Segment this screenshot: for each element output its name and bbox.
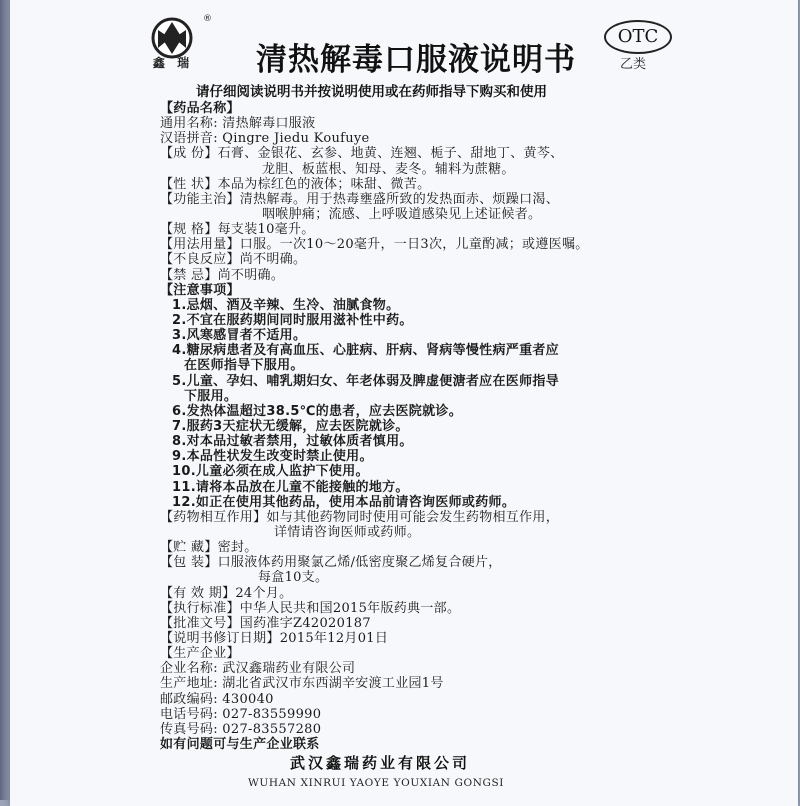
line-dosage: 【用法用量】口服。一次10～20毫升，一日3次，儿童酌减；或遵医嘱。 xyxy=(160,237,589,253)
mfr-postcode: 邮政编码: 430040 xyxy=(160,691,274,707)
document-title: 清热解毒口服液说明书 xyxy=(256,42,576,78)
line-ingredients: 【成 份】石膏、金银花、玄参、地黄、连翘、栀子、甜地丁、黄芩、 xyxy=(160,146,564,162)
brand-name: 鑫 瑞 xyxy=(152,56,194,70)
section-drug-name: 【药品名称】 xyxy=(160,101,240,116)
line-ingredients-cont: 龙胆、板蓝根、知母、麦冬。辅料为蔗糖。 xyxy=(262,161,515,177)
otc-badge: OTC xyxy=(604,20,672,54)
line-adverse: 【不良反应】尚不明确。 xyxy=(160,252,307,268)
line-specification: 【规 格】每支装10毫升。 xyxy=(160,222,315,238)
line-pinyin: 汉语拼音: Qingre Jiedu Koufuye xyxy=(160,131,370,147)
precaution-3: 3.风寒感冒者不适用。 xyxy=(172,328,307,344)
line-appearance: 【性 状】本品为棕红色的液体；味甜、微苦。 xyxy=(160,176,431,192)
line-indications: 【功能主治】清热解毒。用于热毒壅盛所致的发热面赤、烦躁口渴、 xyxy=(160,191,560,207)
line-contraindication: 【禁 忌】尚不明确。 xyxy=(160,267,285,283)
precaution-12: 12.如正在使用其他药品，使用本品前请咨询医师或药师。 xyxy=(172,494,516,510)
precaution-4: 4.糖尿病患者及有高血压、心脏病、肝病、肾病等慢性病严重者应 xyxy=(172,343,559,359)
precaution-6: 6.发热体温超过38.5℃的患者，应去医院就诊。 xyxy=(172,403,463,419)
section-manufacturer: 【生产企业】 xyxy=(160,646,240,662)
line-common-name: 通用名称: 清热解毒口服液 xyxy=(160,116,316,132)
line-storage: 【贮 藏】密封。 xyxy=(160,540,258,556)
mfr-address: 生产地址: 湖北省武汉市东西湖辛安渡工业园1号 xyxy=(160,676,444,692)
registered-mark: ® xyxy=(203,14,212,24)
footer-company-en: WUHAN XINRUI YAOYE YOUXIAN GONGSI xyxy=(248,777,505,789)
line-validity: 【有 效 期】24个月。 xyxy=(160,585,293,601)
mfr-fax: 传真号码: 027-83557280 xyxy=(160,721,322,737)
precaution-7: 7.服药3天症状无缓解，应去医院就诊。 xyxy=(172,419,409,434)
line-revision-date: 【说明书修订日期】2015年12月01日 xyxy=(160,631,389,646)
line-standard: 【执行标准】中华人民共和国2015年版药典一部。 xyxy=(160,600,461,616)
precaution-4-cont: 在医师指导下服用。 xyxy=(184,358,304,374)
mfr-phone: 电话号码: 027-83559990 xyxy=(160,706,322,722)
line-packaging: 【包 装】口服液体药用聚氯乙烯/低密度聚乙烯复合硬片， xyxy=(160,555,502,571)
precaution-11: 11.请将本品放在儿童不能接触的地方。 xyxy=(172,479,409,495)
precaution-5-cont: 下服用。 xyxy=(184,388,238,404)
precaution-8: 8.对本品过敏者禁用，过敏体质者慎用。 xyxy=(172,434,413,450)
line-approval: 【批准文号】国药准字Z42020187 xyxy=(160,615,371,631)
precaution-1: 1.忌烟、酒及辛辣、生冷、油腻食物。 xyxy=(172,297,400,313)
mfr-name: 企业名称: 武汉鑫瑞药业有限公司 xyxy=(160,661,356,677)
line-interactions: 【药物相互作用】如与其他药物同时使用可能会发生药物相互作用， xyxy=(160,509,560,525)
precaution-10: 10.儿童必须在成人监护下使用。 xyxy=(172,464,369,480)
line-interactions-cont: 详情请咨询医师或药师。 xyxy=(274,525,421,540)
otc-class: 乙类 xyxy=(620,57,647,72)
precaution-9: 9.本品性状发生改变时禁止使用。 xyxy=(172,449,373,465)
document-subtitle: 请仔细阅读说明书并按说明使用或在药师指导下购买和使用 xyxy=(196,84,547,100)
precaution-5: 5.儿童、孕妇、哺乳期妇女、年老体弱及脾虚便溏者应在医师指导 xyxy=(172,373,559,389)
precaution-2: 2.不宜在服药期间同时服用滋补性中药。 xyxy=(172,313,413,328)
line-indications-cont: 咽喉肿痛；流感、上呼吸道感染见上述证候者。 xyxy=(262,207,542,222)
line-packaging-cont: 每盒10支。 xyxy=(258,570,329,586)
footer-company: 武汉鑫瑞药业有限公司 xyxy=(290,754,471,772)
contact-note: 如有问题可与生产企业联系 xyxy=(160,737,320,752)
section-precautions: 【注意事项】 xyxy=(160,282,240,298)
